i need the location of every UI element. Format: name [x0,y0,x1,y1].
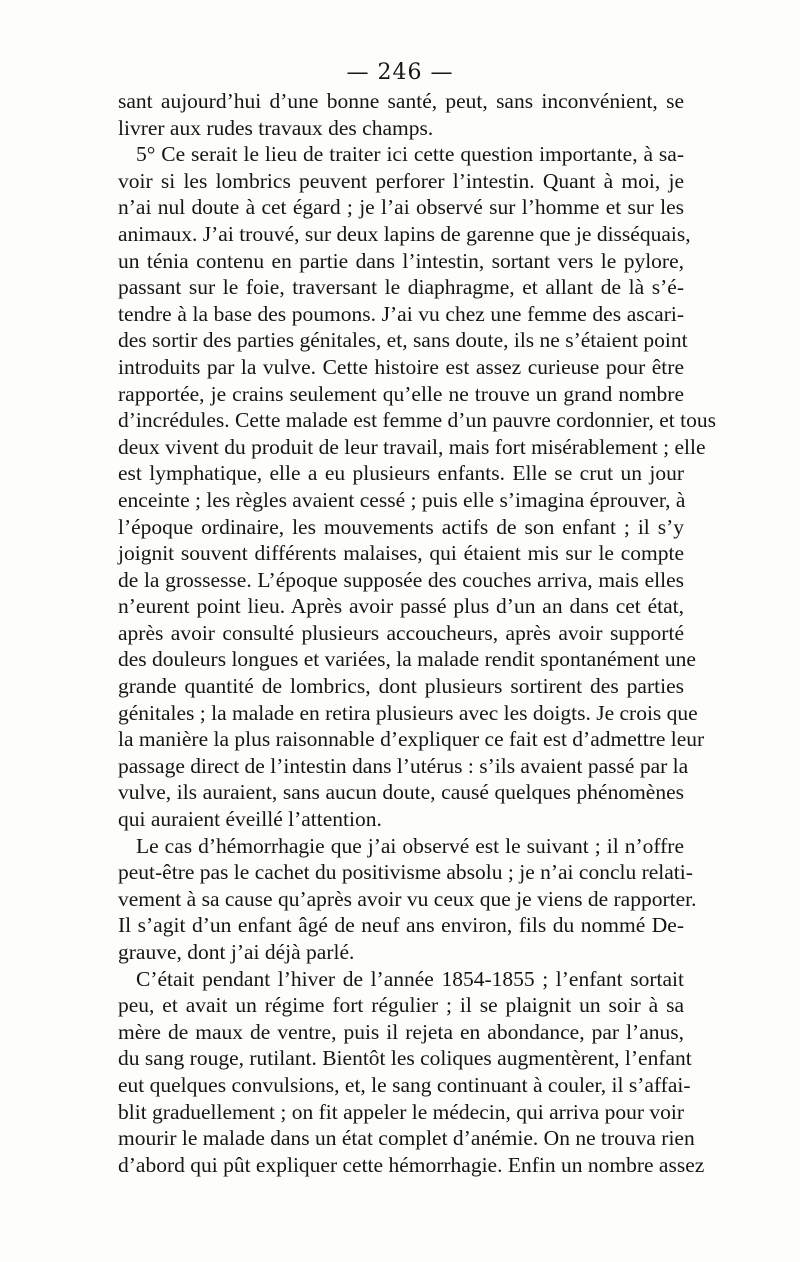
text-line: la manière la plus raisonnable d’expliquer ce fait est d’admettre leur [118,727,705,752]
text-line: tendre à la base des poumons. J’ai vu chez une femme des ascari- [118,301,684,326]
text-line: joignit souvent différents malaises, qui étaient mis sur le compte [118,541,684,566]
text-line: des douleurs longues et variées, la malade rendit spontanément une [118,647,696,672]
body-text [118,88,716,1178]
text-line: peut-être pas le cachet du positivisme absolu ; je n’ai conclu relati- [118,860,693,885]
text-line: après avoir consulté plusieurs accoucheurs, après avoir supporté [118,620,684,645]
text-line: de la grossesse. L’époque supposée des couches arriva, mais elles [118,567,684,592]
text-line: qui auraient éveillé l’attention. [118,807,382,832]
text-line: passant sur le foie, traversant le diaphragme, et allant de là s’é- [118,275,684,300]
text-line: n’eurent point lieu. Après avoir passé plus d’un an dans cet état, [118,594,684,619]
text-line: grande quantité de lombrics, dont plusieurs sortirent des parties [118,674,684,699]
text-line: passage direct de l’intestin dans l’utérus : s’ils avaient passé par la [118,753,689,778]
text-line: Il s’agit d’un enfant âgé de neuf ans environ, fils du nommé De- [118,913,684,938]
page-number: — 246 — [346,60,454,85]
text-line: 5° Ce serait le lieu de traiter ici cette question importante, à sa- [136,142,684,167]
text-line: enceinte ; les règles avaient cessé ; puis elle s’imagina éprouver, à [118,487,686,512]
text-line: deux vivent du produit de leur travail, mais fort misérablement ; elle [118,434,706,459]
text-line: introduits par la vulve. Cette histoire est assez curieuse pour être [118,354,684,379]
text-line: du sang rouge, rutilant. Bientôt les coliques augmentèrent, l’enfant [118,1046,692,1071]
text-line: est lymphatique, elle a eu plusieurs enfants. Elle se crut un jour [118,461,684,486]
text-line: rapportée, je crains seulement qu’elle ne trouve un grand nombre [118,381,684,406]
text-line: blit graduellement ; on fit appeler le médecin, qui arriva pour voir [118,1099,684,1124]
text-line: livrer aux rudes travaux des champs. [118,115,434,140]
text-line: eut quelques convulsions, et, le sang continuant à couler, il s’affai- [118,1072,691,1097]
text-line: génitales ; la malade en retira plusieurs avec les doigts. Je crois que [118,700,698,725]
text-line: Le cas d’hémorrhagie que j’ai observé est le suivant ; il n’offre [136,833,684,858]
text-line: d’abord qui pût expliquer cette hémorrhagie. Enfin un nombre assez [118,1152,705,1177]
text-line: vement à sa cause qu’après avoir vu ceux que je viens de rapporter. [118,886,697,911]
text-line: grauve, dont j’ai déjà parlé. [118,940,355,964]
text-line: C’était pendant l’hiver de l’année 1854-1855 ; l’enfant sortait [136,966,684,991]
text-line: des sortir des parties génitales, et, sans doute, ils ne s’étaient point [118,328,688,353]
text-line: voir si les lombrics peuvent perforer l’intestin. Quant à moi, je [118,168,684,193]
text-line: vulve, ils auraient, sans aucun doute, causé quelques phénomènes [118,780,684,805]
text-line: peu, et avait un régime fort régulier ; il se plaignit un soir à sa [118,993,684,1018]
text-line: mourir le malade dans un état complet d’anémie. On ne trouva rien [118,1126,695,1151]
text-line: d’incrédules. Cette malade est femme d’un pauvre cordonnier, et tous [118,408,716,433]
text-line: n’ai nul doute à cet égard ; je l’ai observé sur l’homme et sur les [118,195,684,220]
text-line: sant aujourd’hui d’une bonne santé, peut, sans inconvénient, se [118,89,684,113]
text-line: mère de maux de ventre, puis il rejeta en abondance, par l’anus, [118,1019,684,1044]
text-line: un ténia contenu en partie dans l’intestin, sortant vers le pylore, [118,248,684,273]
text-line: l’époque ordinaire, les mouvements actifs de son enfant ; il s’y [118,514,684,539]
text-line: animaux. J’ai trouvé, sur deux lapins de garenne que je disséquais, [118,221,691,246]
